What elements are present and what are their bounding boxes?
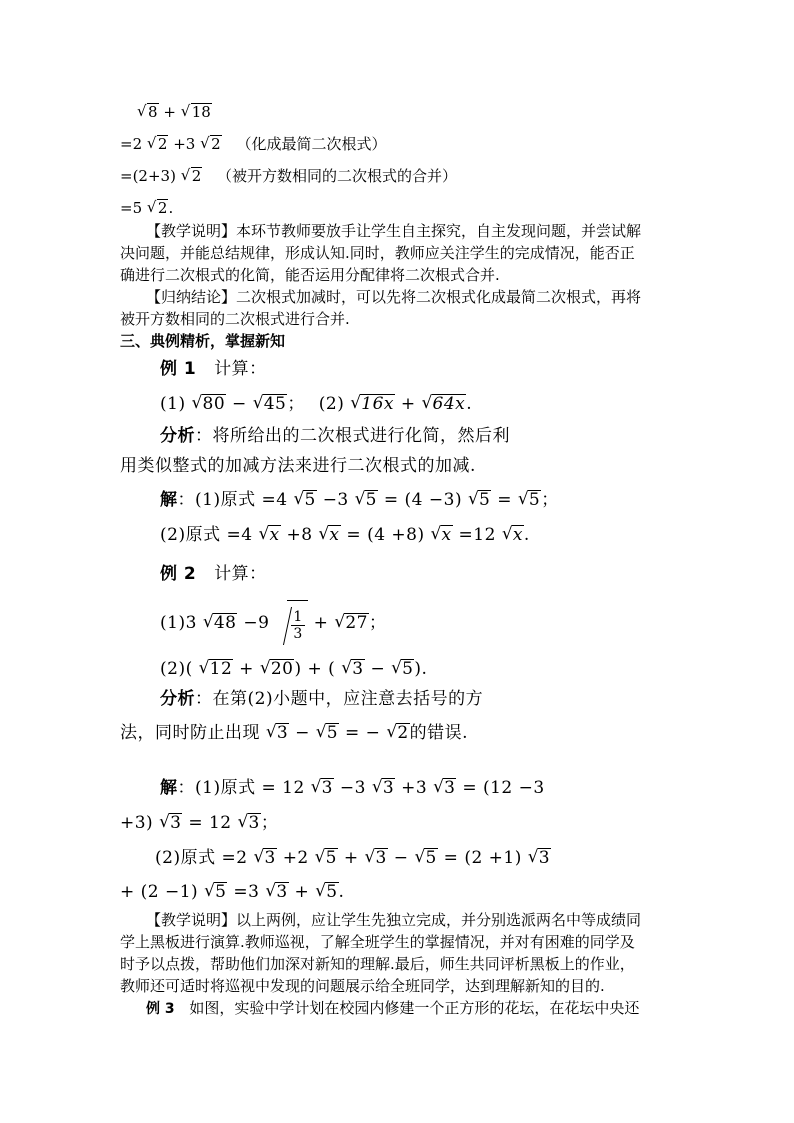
sqrt: √ 3 [366,846,388,870]
eq-line-4: =5 √ 2. [120,198,173,218]
teaching-note-2-line-4: 教师还可适时将巡视中发现的问题展示给全班同学，达到理解新知的目的. [120,977,605,995]
example-1-analysis-line-2: 用类似整式的加减方法来进行二次根式的加减. [120,456,476,476]
eq-note: （化成最简二次根式） [236,135,387,153]
sqrt: √ 5 [392,657,414,681]
sqrt: √ 5 [316,846,338,870]
example-2-problem-2: (2)( √ 12 + √ 20) + ( √ 3 − √ 5). [160,657,427,681]
example-1-solution-1: 解：(1)原式 =4 √ 5 −3 √ 5 = (4 −3) √ 5 = √ 5； [160,488,559,512]
sqrt: √ 5 [294,488,316,512]
sqrt: √ 2 [182,166,203,186]
eq-note: （被开方数相同的二次根式的合并） [217,167,458,185]
sqrt: √ 5 [316,880,338,904]
sqrt: √ 3 [342,657,364,681]
sqrt: √ 64x [423,392,467,416]
example-1-problems: (1) √ 80 − √ 45； (2) √ 16x + √ 64x. [160,392,472,416]
example-2-analysis-line-1: 分析：在第(2)小题中，应注意去括号的方 [160,689,484,709]
example-2-solution-1-line-2: +3) √ 3 = 12 √ 3； [120,811,278,835]
sqrt: √ 3 [373,776,395,800]
teaching-note-2-line-1: 【教学说明】以上两例，应让学生先独立完成，并分别选派两名中等成绩同 [146,911,642,929]
sqrt: √ 5 [205,880,227,904]
eq-line-2: =2 √ 2 +3 √ 2 （化成最简二次根式） [120,134,386,154]
sqrt: √ 3 [254,846,276,870]
sqrt: √ 5 [317,721,339,745]
example-2-analysis-line-2: 法，同时防止出现 √ 3 − √ 5 = − √ 2的错误. [120,721,468,745]
example-2-solution-1-line-1: 解：(1)原式 = 12 √ 3 −3 √ 3 +3 √ 3 = (12 −3 [160,776,545,800]
sqrt: √ x [259,523,280,547]
sqrt: √ 5 [519,488,541,512]
sqrt: √ 48 [204,601,238,645]
example-3-text: 如图，实验中学计划在校园内修建一个正方形的花坛，在花坛中央还 [189,999,640,1017]
sqrt: √ 8 [138,102,159,122]
sqrt: √ 45 [254,392,288,416]
sqrt: √ 27 [335,601,369,645]
sqrt: √ 20 [261,657,295,681]
sqrt: √ x [319,523,340,547]
sqrt: √ 5 [356,488,378,512]
example-3-title: 例 3 [146,1001,175,1017]
sqrt: √ 5 [469,488,491,512]
example-2-solution-2-line-1: (2)原式 =2 √ 3 +2 √ 5 + √ 3 − √ 5 = (2 +1) √ 3 [155,846,551,870]
sqrt: √ 18 [182,102,212,122]
sqrt: √ 5 [415,846,437,870]
teaching-note-2-line-2: 学上黑板进行演算.教师巡视，了解全班学生的掌握情况，并对有困难的同学及 [120,933,635,951]
sqrt: √ 2 [387,721,409,745]
eq-line-3: =(2+3) √ 2 （被开方数相同的二次根式的合并） [120,166,457,186]
sqrt: √ 3 [312,776,334,800]
example-1-heading: 例 1 计算： [160,359,267,379]
sqrt: √ x [432,523,453,547]
teaching-note-1-line-1: 【教学说明】本环节教师要放手让学生自主探究，自主发现问题，并尝试解 [146,222,642,240]
sqrt: √ 12 [200,657,234,681]
sqrt: √ 3 [529,846,551,870]
sqrt: √ 3 [434,776,456,800]
conclusion-line-1: 【归纳结论】二次根式加减时，可以先将二次根式化成最简二次根式，再将 [146,288,642,306]
example-3-line [146,998,639,1019]
sqrt: √ 2 [148,198,169,218]
sqrt: √ x [503,523,524,547]
section-heading: 三、典例精析，掌握新知 [120,332,286,350]
conclusion-line-2: 被开方数相同的二次根式进行合并. [120,310,350,328]
example-2-solution-2-line-2: + (2 −1) √ 5 =3 √ 3 + √ 5. [120,880,344,904]
sqrt: √ 16x [351,392,395,416]
teaching-note-1-line-2: 决问题，并能总结规律，形成认知.同时，教师应关注学生的完成情况，能否正 [120,244,635,262]
sqrt: √ 2 [148,134,169,154]
sqrt: √ 3 [160,811,182,835]
eq-line-1: √ 8 + √ 18 [137,102,212,122]
teaching-note-2-line-3: 时予以点拨，帮助他们加深对新知的理解.最后，师生共同评析黑板上的作业， [120,955,635,973]
sqrt: √ 80 [193,392,227,416]
example-1-solution-2: (2)原式 =4 √ x +8 √ x = (4 +8) √ x =12 √ x. [160,523,530,547]
sqrt: √ 3 [239,811,261,835]
example-2-heading: 例 2 计算： [160,564,267,584]
sqrt: √ 3 [266,880,288,904]
example-1-analysis-line-1: 分析：将所给出的二次根式进行化简，然后利 [160,426,510,446]
sqrt-fraction: $\frac{1}{3}$ [275,600,307,647]
teaching-note-1-line-3: 确进行二次根式的化简，能否运用分配律将二次根式合并. [120,266,500,284]
example-2-problem-1: (1)3 √ 48 −9 $\frac{1}{3}$ + √ 27； [160,600,386,647]
sqrt: √ 3 [267,721,289,745]
sqrt: √ 2 [201,134,222,154]
